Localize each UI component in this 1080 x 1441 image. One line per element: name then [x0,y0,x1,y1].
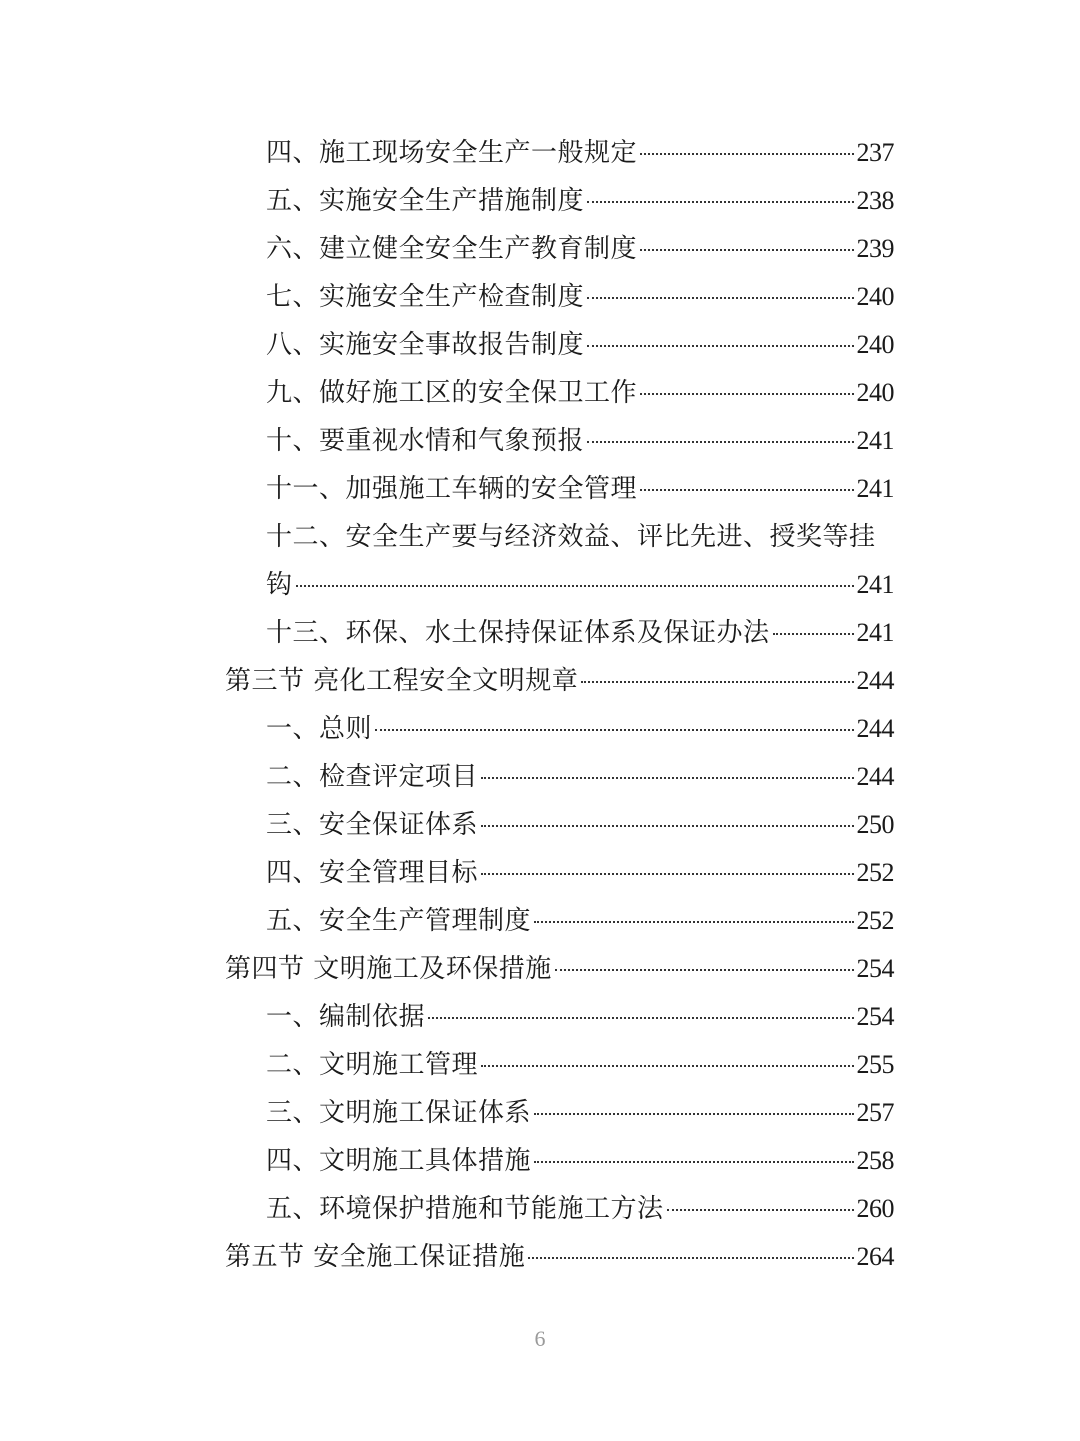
toc-entry-title: 一、总则 [266,714,373,744]
toc-dot-leader [555,969,854,971]
toc-entry-page: 252 [856,858,894,887]
toc-entry-page: 244 [856,666,894,695]
toc-entry-page: 250 [856,810,894,839]
toc-entry[interactable] [0,1089,1080,1137]
toc-dot-leader [587,345,853,347]
toc-entry-title: 五、环境保护措施和节能施工方法 [266,1194,664,1224]
toc-entry-page: 260 [856,1194,894,1223]
toc-entry-page: 255 [856,1050,894,1079]
toc-entry-page: 254 [856,1002,894,1031]
toc-dot-leader [667,1209,854,1211]
page-number: 6 [534,1326,546,1351]
toc-entry-title: 十一、加强施工车辆的安全管理 [266,474,638,504]
toc-entry-title: 第四节 文明施工及环保措施 [225,954,552,984]
toc-entry[interactable] [0,1041,1080,1089]
toc-section-entry[interactable] [0,945,1080,993]
toc-entry[interactable] [0,897,1080,945]
toc-entry[interactable] [0,705,1080,753]
toc-entry-page: 264 [856,1242,894,1271]
toc-entry[interactable] [0,465,1080,513]
toc-entry-title: 四、施工现场安全生产一般规定 [266,138,638,168]
toc-entry-title: 八、实施安全事故报告制度 [266,330,585,360]
toc-dot-leader [640,489,853,491]
toc-dot-leader [587,441,853,443]
toc-entry-page: 258 [856,1146,894,1175]
toc-dot-leader [534,1161,853,1163]
toc-dot-leader [773,633,854,635]
toc-dot-leader [587,297,853,299]
toc-dot-leader [481,1065,853,1067]
toc-entry-page: 240 [856,330,894,359]
toc-entry[interactable] [0,321,1080,369]
toc-entry-title: 四、安全管理目标 [266,858,479,888]
toc-entry-title: 五、实施安全生产措施制度 [266,186,585,216]
toc-dot-leader [640,249,853,251]
toc-entry-page: 252 [856,906,894,935]
toc-dot-leader [296,585,854,587]
toc-entry-title: 五、安全生产管理制度 [266,906,532,936]
toc-dot-leader [481,825,853,827]
toc-entry-page: 240 [856,378,894,407]
toc-section-entry[interactable] [0,1233,1080,1281]
toc-entry[interactable] [0,1137,1080,1185]
toc-entry-page: 240 [856,282,894,311]
toc-entry-page: 237 [856,138,894,167]
toc-dot-leader [640,393,853,395]
toc-entry[interactable] [0,369,1080,417]
toc-entry[interactable] [0,1185,1080,1233]
toc-entry-page: 244 [856,762,894,791]
toc-entry-title: 第五节 安全施工保证措施 [225,1242,526,1272]
toc-entry-title: 十、要重视水情和气象预报 [266,426,585,456]
toc-entry-title: 六、建立健全安全生产教育制度 [266,234,638,264]
toc-entry[interactable] [0,225,1080,273]
toc-entry-title: 三、安全保证体系 [266,810,479,840]
toc-entry-title: 一、编制依据 [266,1002,426,1032]
toc-entry[interactable] [0,753,1080,801]
toc-dot-leader [640,153,853,155]
toc-entry[interactable] [0,177,1080,225]
toc-entry-title-continuation: 钩 [266,570,293,600]
toc-dot-leader [534,921,853,923]
toc-section-entry[interactable] [0,657,1080,705]
toc-dot-leader [481,777,853,779]
toc-entry-title: 十二、安全生产要与经济效益、评比先进、授奖等挂 [266,522,876,552]
toc-entry-page: 241 [856,618,894,647]
toc-dot-leader [481,873,853,875]
toc-dot-leader [428,1017,853,1019]
toc-entry-page: 244 [856,714,894,743]
toc-entry-title: 四、文明施工具体措施 [266,1146,532,1176]
toc-entry-page: 254 [856,954,894,983]
toc-entry-page: 239 [856,234,894,263]
table-of-contents [0,129,1080,1281]
toc-entry[interactable] [0,801,1080,849]
toc-entry[interactable] [0,993,1080,1041]
toc-entry-title: 九、做好施工区的安全保卫工作 [266,378,638,408]
toc-entry-continuation[interactable] [0,561,1080,609]
toc-entry-page: 238 [856,186,894,215]
toc-entry[interactable] [0,609,1080,657]
toc-dot-leader [534,1113,853,1115]
toc-dot-leader [528,1257,853,1259]
toc-entry[interactable] [0,849,1080,897]
toc-entry-title: 三、文明施工保证体系 [266,1098,532,1128]
toc-dot-leader [581,681,853,683]
toc-entry-page: 241 [856,426,894,455]
toc-entry-title: 七、实施安全生产检查制度 [266,282,585,312]
toc-dot-leader [375,729,853,731]
toc-dot-leader [587,201,853,203]
toc-entry-title: 二、检查评定项目 [266,762,479,792]
toc-entry[interactable] [0,513,1080,561]
toc-entry-title: 第三节 亮化工程安全文明规章 [225,666,579,696]
toc-entry[interactable] [0,417,1080,465]
toc-entry-page: 241 [856,570,894,599]
toc-entry-title: 二、文明施工管理 [266,1050,479,1080]
toc-entry-title: 十三、环保、水土保持保证体系及保证办法 [266,618,770,648]
toc-entry[interactable] [0,273,1080,321]
toc-entry-page: 241 [856,474,894,503]
toc-entry[interactable] [0,129,1080,177]
toc-entry-page: 257 [856,1098,894,1127]
